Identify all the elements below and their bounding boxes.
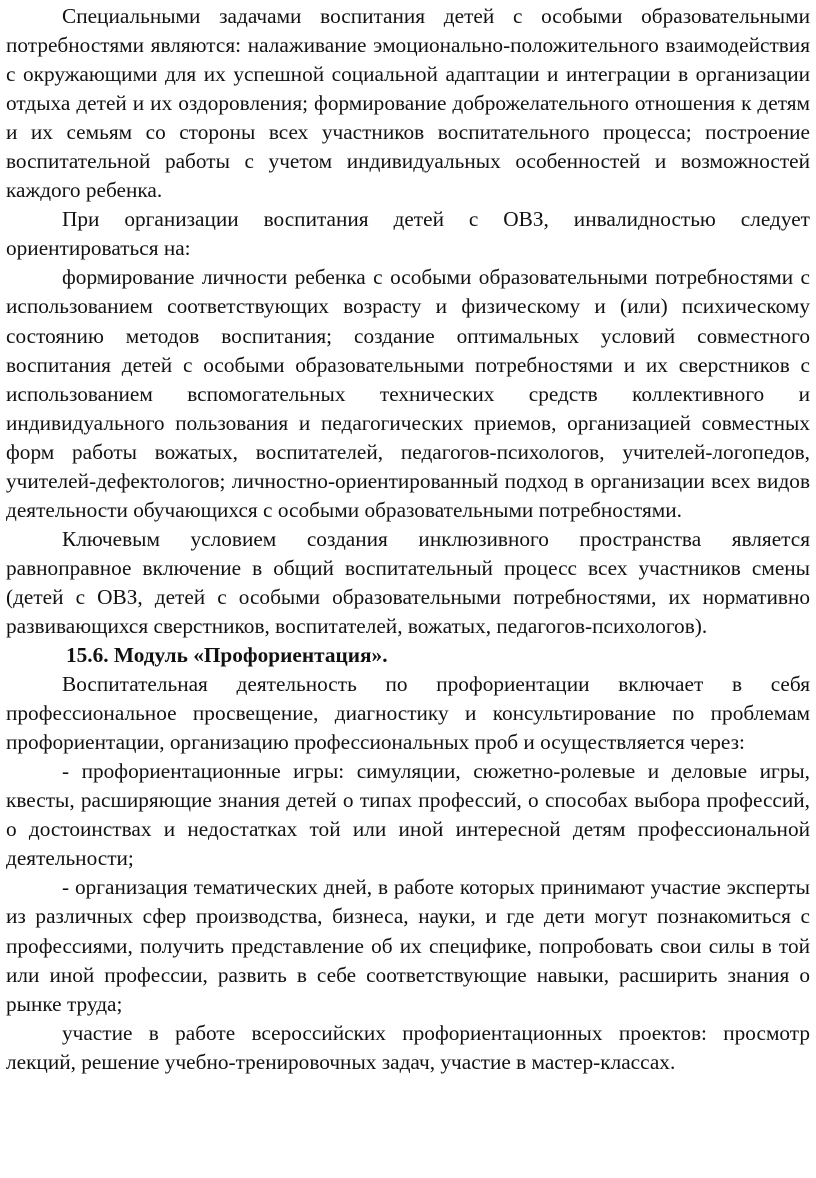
list-item-national-projects: участие в работе всероссийских профориентационных проектов: просмотр лекций, решение учебно-тренировочных задач, участие в мастер-классах. <box>6 1020 810 1074</box>
list-item-thematic-days: - организация тематических дней, в работе которых принимают участие эксперты из различных сфер производства, бизнеса, науки, и где дети могут познакомиться с профессиями, получить представление об их специфике, попробовать свои силы в той или иной профессии, развить в себе соответствующие навыки, расширить знания о рынке труда; <box>6 875 810 1016</box>
paragraph-personality-formation: формирование личности ребенка с особыми образовательными потребностями с использованием соответствующих возрасту и физическому и (или) психическому состоянию методов воспитания; создание оптимальных условий совместного воспитания детей с особыми образовательными потребностями и их сверстников с использованием вспомогательных технических средств коллективного и индивидуального пользования и педагогических приемов, организацией совместных форм работы вожатых, воспитателей, педагогов-психологов, учителей-логопедов, учителей-дефектологов; личностно-ориентированный подход в организации всех видов деятельности обучающихся с особыми образовательными потребностями. <box>6 265 810 522</box>
paragraph-inclusive-space: Ключевым условием создания инклюзивного пространства является равноправное включение в общий воспитательный процесс всех участников смены (детей с ОВЗ, детей с особыми образовательными потребностями, их нормативно развивающихся сверстников, воспитателей, вожатых, педагогов-психологов). <box>6 526 810 638</box>
paragraph-career-guidance-intro: Воспитательная деятельность по профориентации включает в себя профессиональное просвещение, диагностику и консультирование по проблемам профориентации, организацию профессиональных проб и осуществляется через: <box>6 672 810 755</box>
list-item-career-games: - профориентационные игры: симуляции, сюжетно-ролевые и деловые игры, квесты, расширяющие знания детей о типах профессий, о способах выбора профессий, о достоинствах и недостатках той или иной интересной детям профессиональной деятельности; <box>6 759 810 871</box>
paragraph-ovz-orientation: При организации воспитания детей с ОВЗ, инвалидностью следует ориентироваться на: <box>6 207 810 261</box>
document-page <box>6 2 810 1077</box>
paragraph-special-needs-tasks: Специальными задачами воспитания детей с особыми образовательными потребностями являются: налаживание эмоционально-положительного взаимодействия с окружающими для их успешной социальной адаптации и интеграции в организации отдыха детей и их оздоровления; формирование доброжелательного отношения к детям и их семьям со стороны всех участников воспитательного процесса; построение воспитательной работы с учетом индивидуальных особенностей и возможностей каждого ребенка. <box>6 4 810 203</box>
section-heading-career-guidance: 15.6. Модуль «Профориентация». <box>66 643 388 668</box>
